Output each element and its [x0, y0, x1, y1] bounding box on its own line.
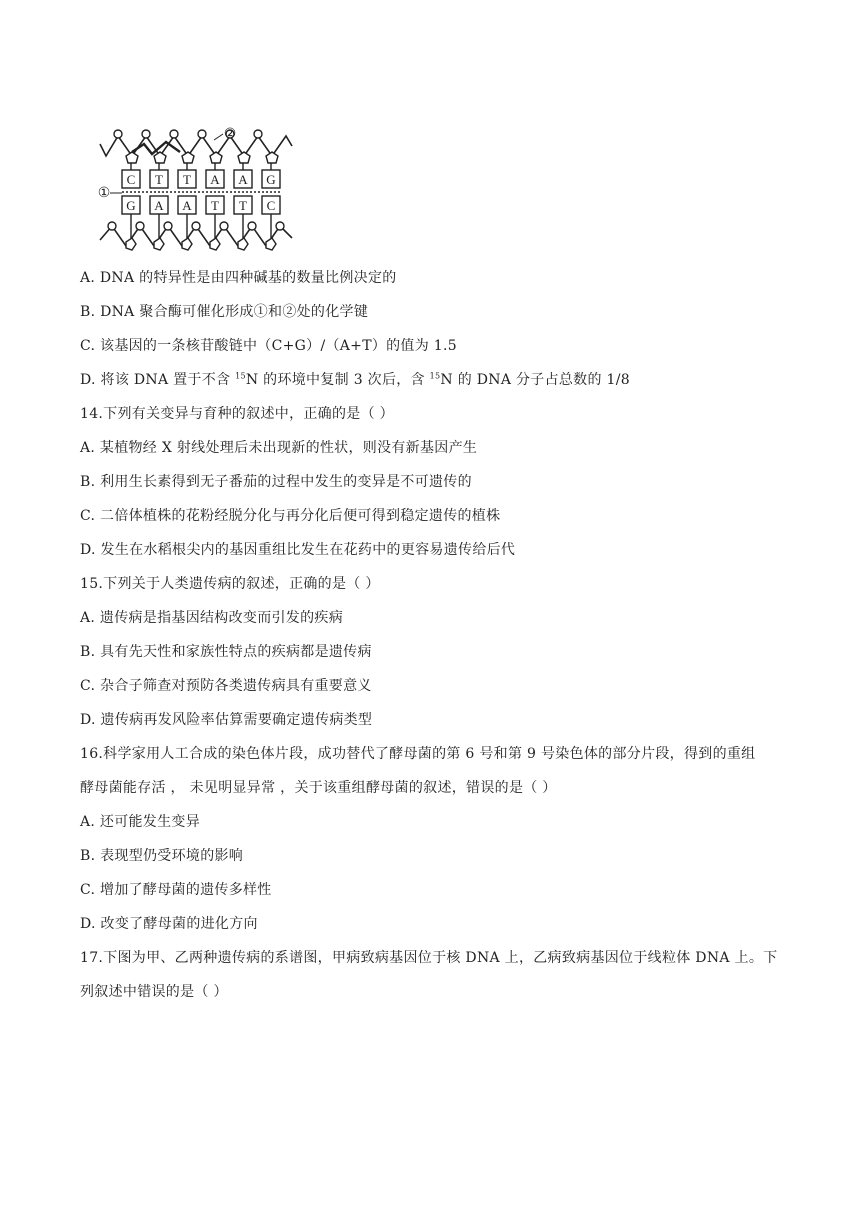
q13-option-d: [80, 370, 630, 390]
q13-option-c: C. 该基因的一条核苷酸链中（C+G）/（A+T）的值为 1.5: [80, 338, 457, 354]
q15-option-b: B. 具有先天性和家族性特点的疾病都是遗传病: [80, 644, 372, 660]
q14-option-d: D. 发生在水稻根尖内的基因重组比发生在花药中的更容易遗传给后代: [80, 542, 516, 558]
bottom-base-4: T: [211, 198, 219, 213]
q16-option-d: D. 改变了酵母菌的进化方向: [80, 916, 258, 932]
q15-option-a: A. 遗传病是指基因结构改变而引发的疾病: [80, 610, 344, 626]
q16-option-b: B. 表现型仍受环境的影响: [80, 848, 244, 864]
q13-d-sup1: 15: [235, 371, 246, 381]
bottom-base-5: T: [239, 198, 247, 213]
q13-option-b: B. DNA 聚合酶可催化形成①和②处的化学键: [80, 304, 369, 320]
q16-stem-line1: 16.科学家用人工合成的染色体片段，成功替代了酵母菌的第 6 号和第 9 号染色体的部分片段，得到的重组: [80, 746, 756, 762]
bottom-base-6: C: [266, 198, 276, 213]
q15-option-c: C. 杂合子筛查对预防各类遗传病具有重要意义: [80, 678, 372, 694]
q16-stem-line2: 酵母菌能存活 ， 未见明显异常 ，关于该重组酵母菌的叙述，错误的是（ ）: [80, 780, 557, 796]
top-base-3: T: [183, 172, 191, 187]
q14-option-c: C. 二倍体植株的花粉经脱分化与再分化后便可得到稳定遗传的植株: [80, 508, 501, 524]
bottom-base-2: A: [154, 198, 164, 213]
top-base-4: A: [210, 172, 220, 187]
q13-d-sup2: 15: [429, 371, 441, 381]
q14-option-a: A. 某植物经 X 射线处理后未出现新的性状，则没有新基因产生: [80, 440, 478, 456]
top-base-2: T: [155, 172, 163, 187]
bottom-base-3: A: [182, 198, 192, 213]
q13-d-part3: N 的 DNA 分子占总数的 1/8: [440, 372, 630, 388]
q16-option-c: C. 增加了酵母菌的遗传多样性: [80, 882, 272, 898]
q13-option-a: A. DNA 的特异性是由四种碱基的数量比例决定的: [80, 270, 397, 286]
bottom-base-1: G: [126, 198, 136, 213]
top-base-6: G: [266, 172, 276, 187]
q17-stem-line2: 列叙述中错误的是（ ）: [80, 984, 228, 1000]
label-1: ①: [97, 186, 111, 201]
q13-d-part2: N 的环境中复制 3 次后，含: [245, 372, 430, 388]
top-base-5: A: [238, 172, 248, 187]
q16-option-a: A. 还可能发生变异: [80, 814, 201, 830]
dna-structure-diagram: [92, 122, 302, 260]
q13-d-part1: D. 将该 DNA 置于不含: [80, 372, 236, 388]
top-base-1: C: [126, 172, 136, 187]
q14-option-b: B. 利用生长素得到无子番茄的过程中发生的变异是不可遗传的: [80, 474, 472, 490]
q15-stem: 15.下列关于人类遗传病的叙述，正确的是（ ）: [80, 576, 380, 592]
q14-stem: 14.下列有关变异与育种的叙述中，正确的是（ ）: [80, 406, 394, 422]
q15-option-d: D. 遗传病再发风险率估算需要确定遗传病类型: [80, 712, 373, 728]
q17-stem-line1: 17.下图为甲、乙两种遗传病的系谱图，甲病致病基因位于核 DNA 上，乙病致病基因位于线粒体 DNA 上。下: [80, 950, 778, 966]
label-2: ②: [223, 127, 237, 142]
